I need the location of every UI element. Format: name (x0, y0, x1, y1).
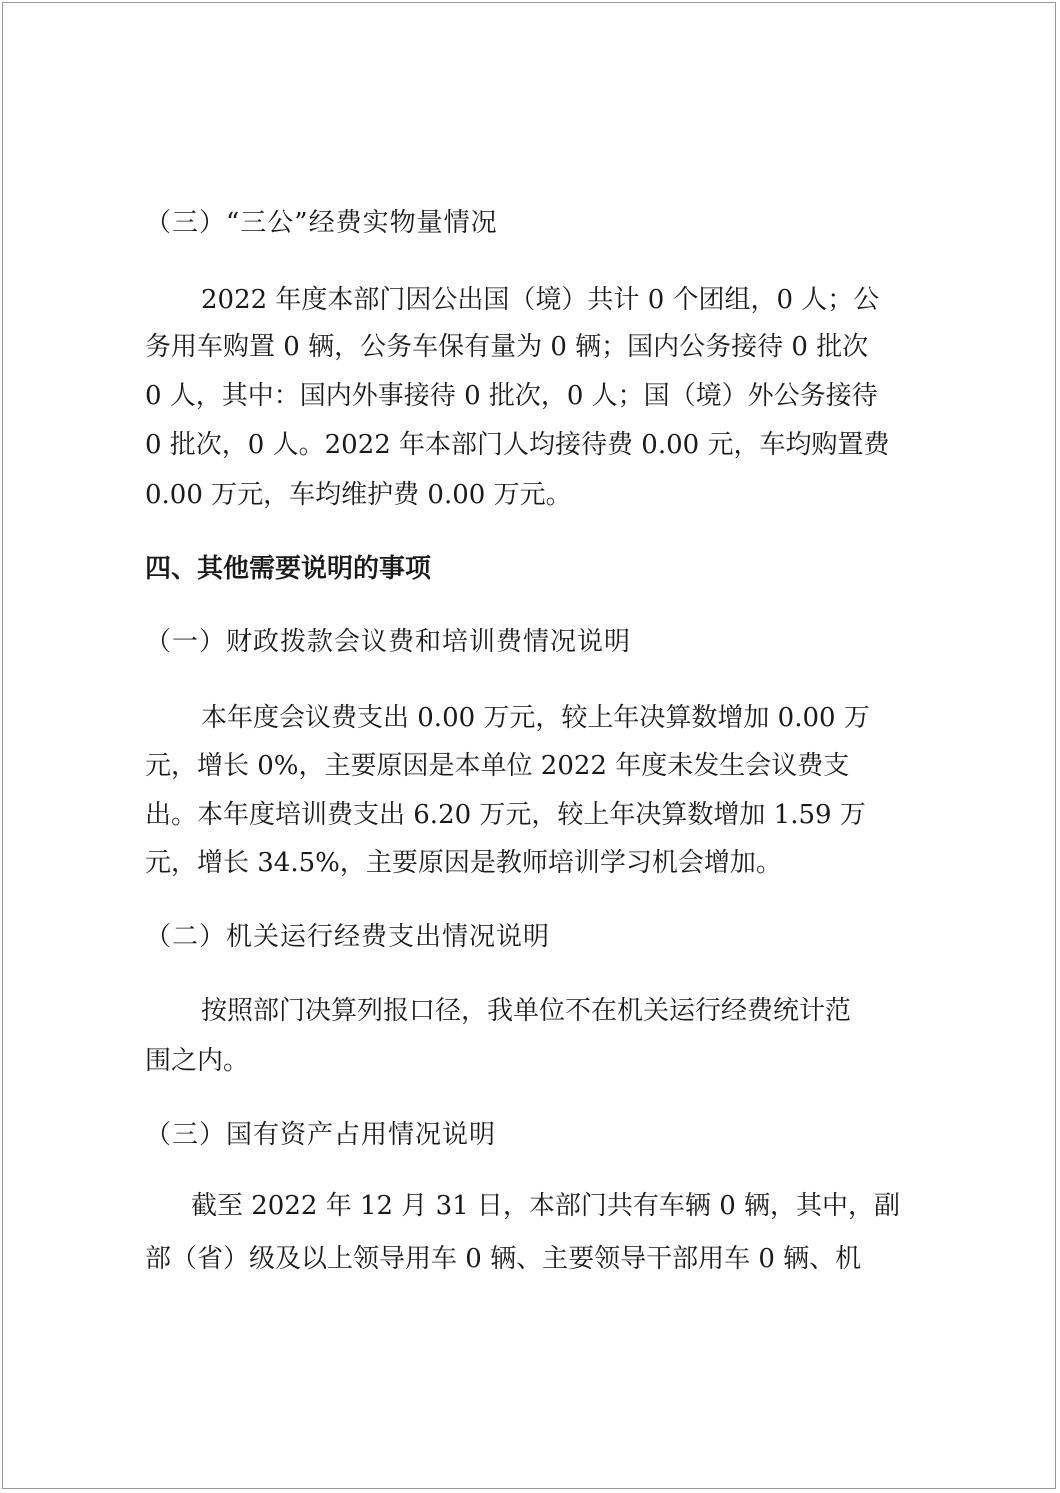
paragraph-line: 围之内。 (145, 1046, 250, 1076)
paragraph-line: 截至 2022 年 12 月 31 日，本部门共有车辆 0 辆，其中，副 (191, 1191, 900, 1221)
document-page (2, 2, 1056, 1489)
subsection-heading-meeting-training: （一）财政拨款会议费和培训费情况说明 (145, 627, 632, 657)
subsection-heading-operating-expense: （二）机关运行经费支出情况说明 (145, 922, 551, 952)
section-heading-other-matters: 四、其他需要说明的事项 (145, 554, 432, 584)
paragraph-line: 元，增长 34.5%，主要原因是教师培训学习机会增加。 (145, 848, 782, 878)
paragraph-line: 元，增长 0%，主要原因是本单位 2022 年度未发生会议费支 (145, 751, 850, 781)
paragraph-line: 0.00 万元，车均维护费 0.00 万元。 (145, 480, 572, 510)
paragraph-line: 0 批次，0 人。2022 年本部门人均接待费 0.00 元，车均购置费 (145, 430, 890, 460)
paragraph-line: 部（省）级及以上领导用车 0 辆、主要领导干部用车 0 辆、机 (145, 1244, 862, 1274)
paragraph-line: 按照部门决算列报口径，我单位不在机关运行经费统计范 (201, 996, 852, 1026)
paragraph-line: 出。本年度培训费支出 6.20 万元，较上年决算数增加 1.59 万 (145, 800, 866, 830)
section-heading-public-expense-quantity: （三）“三公”经费实物量情况 (145, 208, 498, 238)
paragraph-line: 务用车购置 0 辆，公务车保有量为 0 辆；国内公务接待 0 批次 (145, 332, 869, 362)
subsection-heading-state-assets: （三）国有资产占用情况说明 (145, 1120, 497, 1150)
paragraph-line: 本年度会议费支出 0.00 万元，较上年决算数增加 0.00 万 (201, 703, 870, 733)
paragraph-line: 0 人，其中：国内外事接待 0 批次，0 人；国（境）外公务接待 (145, 381, 878, 411)
paragraph-line: 2022 年度本部门因公出国（境）共计 0 个团组，0 人；公 (201, 285, 880, 315)
